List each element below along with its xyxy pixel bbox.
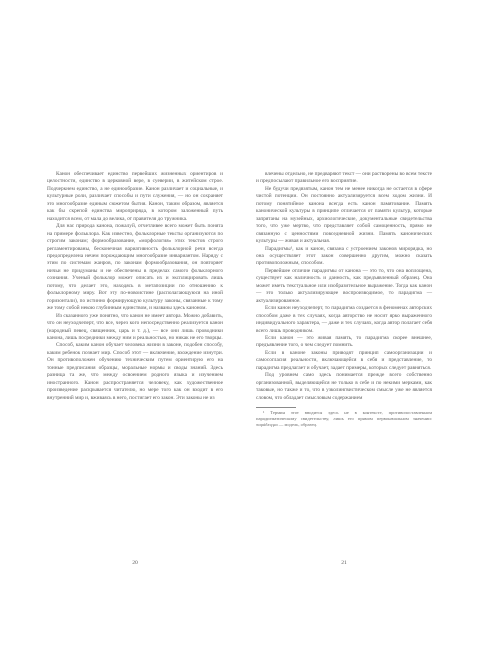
left-page: [47, 171, 223, 402]
right-paragraph-5: Если канон неуходчеперт, то парадигма создается в феноменах авторских способом даже в тех случаях, когда авторство не носит ярко выраженного индивидуального характера, — даже и тех случаях, когда автор полагает себя всего лишь проводником.: [256, 305, 432, 334]
right-paragraph-6: Если канон — это живая память, то парадигма скорее внешнее, предъявление того, о чем следует помнить.: [256, 334, 432, 349]
left-paragraph-4: Способ, каким канон обучает человека жизни в законе, подобен способу, каким ребенок познает мир. Способ этот — включение, вхождение изнутри. Он противоположен обучению техническим путем ориентирую его на тонные предписания образцы, моральные нормы и своды знаний. Здесь разница та же, что между освоением родного языка и изучением иностранного. Канон распространяется человеку, как художественное произведение раскрывается читателю, но мере того как он входит в его внутренний мир и, вживаясь в него, постигает его закон. Эти законы не из: [47, 342, 223, 401]
left-paragraph-1: Канон обеспечивает единство первейших жизненных ориентиров и целостности, единство в церковной вере, в суеверии, в житейском строе. Подчеркнем единство, а не единообразие. Канон различает и социальные, и культурные роли, различает способы и пути служения, — но он сохраняет это многообразие единым сюжетом бытия. Канон, таким образом, является как бы скрепой единства мироприряда, в котором заложенный путь находится всем, от мала до велика, от правителя до тружника.: [47, 171, 223, 222]
left-paragraph-3: Из сказанного уже понятно, что канон не имеет автора. Можно добавить, что он неуходчеперт, что все, через кого непосредственно реализуется канон (народный певец, священник, царь и т. д.), — все они лишь проводники канона, лишь посредники между ним и реальностью, но никак не его творцы.: [47, 312, 223, 341]
left-page-number: 20: [132, 560, 138, 566]
right-paragraph-3: Парадигмы¹, как и канон, связана с устроением законов мирорядка, но она осуществляет этот закон совершенно другим, можно сказать противоположным, способом.: [256, 245, 432, 267]
right-paragraph-7: Если в канонe законы приводят принцип самоорганизации и самосогласия реальности, включающейся в себя и представление, то парадигма предлагает и обучает, задает примеры, которых следует равняться.: [256, 349, 432, 371]
right-paragraph-8: Под уровнем само здесь понимается прежде всего собственно организованной, выделяющейся не только в себе и по некими мерками, как таковые, но также и то, что в узколингвистическом смысле уже не является словом, что обладает смысловым содержанием: [256, 372, 432, 401]
right-paragraph-1: влечены отдельно, не предваряют текст — они растворены во всем тексте и предпосылают правильное его восприятие.: [256, 171, 432, 185]
right-paragraph-2: Не будучи предвзятым, канон тем не менее никогда не остается в сфере чистой потенции. Он постоянно актуализируется всем ходом жизни. И потому понятийное канона всегда есть канон памятование. Память канонической культуры в принципе отличается от памяти культур, которые запрятаны на музейных, архиологические, документальные свидетельства того, что уже мертво, что представляет собой самоценность, прямо не связанную с ценностями повседневной жизни. Память канонических культуры — живая и актуальная.: [256, 185, 432, 245]
right-paragraph-4: Первейшее отличие парадигмы от канона — это то, что она воплощена, существует как наличность и данность, как предъявленный образец. Она может иметь текстуальное или изобразительное выражение. Тогда как канон — это только актуализирующее воспроизводимое, то парадигма — актуализированное.: [256, 267, 432, 304]
right-page-number: 21: [341, 560, 347, 566]
footnote: ¹ Термин этот вводится здесь не в контексте, противопоставленном парадигматическому свидетельству, лишь его прямом первоначальном значении: παράδειγμα — модель, образец.: [256, 410, 432, 428]
left-paragraph-2: Для нас природа канона, пожалуй, отчетливее всего может быть понята на примере фольклора. Как известно, фольклорные тексты организуются по строгим законам; формообразование, «морфология» этих текстов строго регламентированы, бесконечная вариативность фольклорной речи всегда предопределена нечем порождающим многообразие инвариантом. Наряду с этим по системам жанров, по законам формообразования, он повторяет ничьи не придуманы и не обеспечены в пределах самого фольклорного сознания. Ученый фольклор может описать их и эксплицировать лишь потому, что делает это, находясь в метапозиции по отношению к фольклорному миру. Вот эту по-новоистине (располагающуюся на иной горизонтали), по истинно формирующую культуру законы, связанные к тому же тому собой некою глубинным единством, и названы здесь каноном.: [47, 223, 223, 312]
right-page: [256, 171, 432, 428]
footnote-divider: [256, 407, 296, 408]
